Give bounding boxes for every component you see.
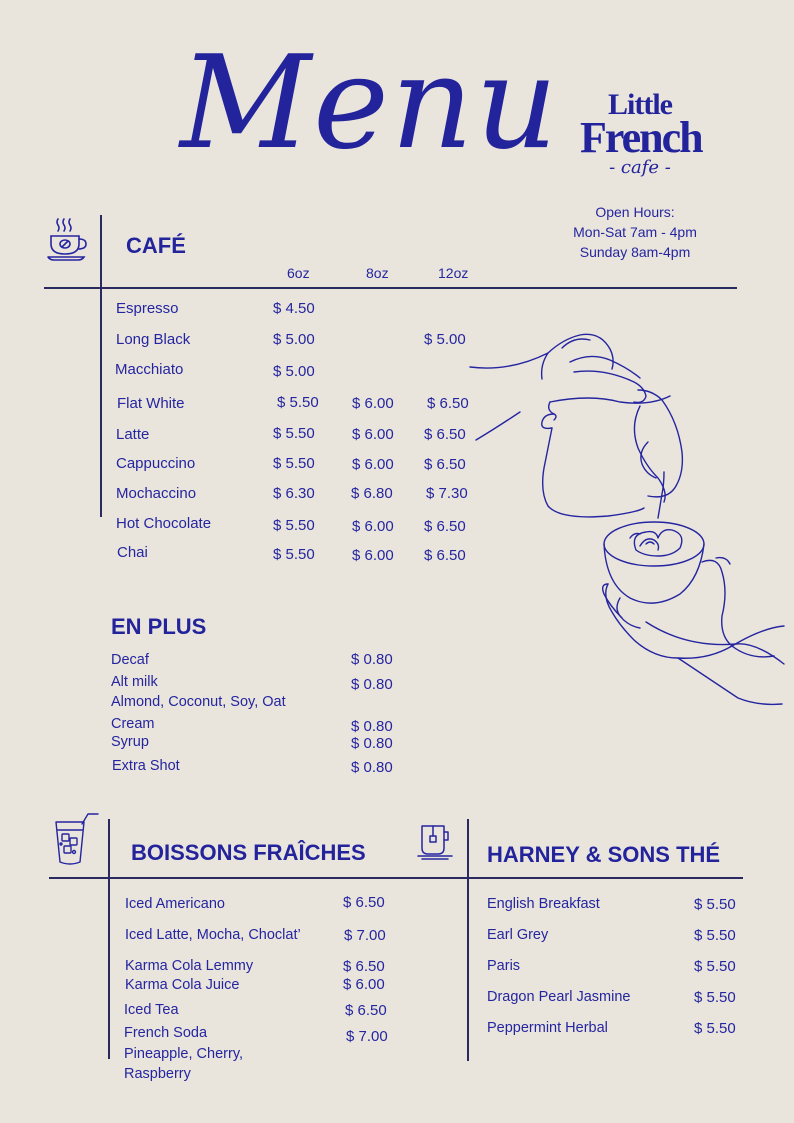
cafe-price-12oz: $ 6.50 — [424, 547, 466, 564]
boissons-item-name: Karma Cola Lemmy — [125, 958, 254, 974]
the-item-name: Peppermint Herbal — [487, 1020, 608, 1036]
cafe-divider — [44, 287, 737, 289]
enplus-item-price: $ 0.80 — [351, 676, 393, 693]
iced-drink-icon — [52, 808, 102, 868]
cafe-price-6oz: $ 4.50 — [273, 300, 315, 317]
enplus-item-name: Cream — [111, 716, 155, 732]
cafe-item-name: Latte — [116, 426, 150, 443]
boissons-item-name: Iced Latte, Mocha, Choclat’ — [125, 927, 301, 943]
boissons-item-note: Pineapple, Cherry, — [124, 1046, 244, 1062]
cafe-item-name: Cappuccino — [116, 455, 196, 472]
cafe-heading: CAFÉ — [126, 233, 186, 258]
enplus-item-price: $ 0.80 — [351, 735, 393, 752]
cafe-vertical-rule — [100, 215, 102, 517]
enplus-item-price: $ 0.80 — [351, 759, 393, 776]
cafe-price-6oz: $ 5.00 — [273, 331, 315, 348]
enplus-item-note: Almond, Coconut, Soy, Oat — [111, 694, 286, 710]
enplus-item-price: $ 0.80 — [351, 651, 393, 668]
cafe-price-6oz: $ 5.50 — [273, 546, 315, 563]
cafe-price-6oz: $ 5.50 — [273, 425, 315, 442]
cafe-item-name: Hot Chocolate — [116, 515, 212, 532]
bottom-divider — [49, 877, 743, 879]
enplus-item-name: Syrup — [111, 734, 149, 750]
cafe-price-8oz: $ 6.00 — [352, 456, 394, 473]
cafe-price-6oz: $ 6.30 — [273, 485, 315, 502]
cafe-price-12oz: $ 7.30 — [426, 485, 468, 502]
cafe-price-6oz: $ 5.50 — [273, 455, 315, 472]
the-item-price: $ 5.50 — [694, 927, 736, 944]
latte-art-illustration — [470, 322, 785, 707]
the-vertical-rule — [467, 819, 469, 1061]
boissons-item-price: $ 6.50 — [345, 1002, 387, 1019]
the-item-price: $ 5.50 — [694, 1020, 736, 1037]
boissons-item-note: Raspberry — [124, 1066, 191, 1082]
boissons-item-price: $ 7.00 — [344, 927, 386, 944]
cafe-logo — [580, 88, 702, 178]
the-heading: HARNEY & SONS THÉ — [487, 842, 721, 867]
boissons-item-price: $ 6.00 — [343, 976, 385, 993]
cafe-item-name: Chai — [117, 544, 148, 561]
cafe-price-8oz: $ 6.00 — [352, 547, 394, 564]
size-6oz: 6oz — [287, 265, 310, 281]
cafe-price-12oz: $ 5.00 — [424, 331, 466, 348]
enplus-item-price: $ 0.80 — [351, 718, 393, 735]
boissons-item-price: $ 6.50 — [343, 894, 385, 911]
boissons-vertical-rule — [108, 819, 110, 1059]
the-item-name: Earl Grey — [487, 927, 549, 943]
cafe-price-8oz: $ 6.00 — [352, 426, 394, 443]
size-8oz: 8oz — [366, 265, 389, 281]
the-item-price: $ 5.50 — [694, 896, 736, 913]
cafe-item-name: Espresso — [116, 300, 179, 317]
boissons-heading: BOISSONS FRAÎCHES — [131, 840, 366, 865]
the-item-price: $ 5.50 — [694, 958, 736, 975]
the-item-price: $ 5.50 — [694, 989, 736, 1006]
coffee-cup-icon — [46, 216, 88, 262]
size-12oz: 12oz — [438, 265, 469, 281]
the-item-name: English Breakfast — [487, 896, 600, 912]
enplus-item-name: Extra Shot — [112, 758, 180, 774]
cafe-price-6oz: $ 5.50 — [277, 394, 319, 411]
hours-label: Open Hours: — [595, 204, 675, 220]
the-item-name: Paris — [487, 958, 521, 974]
boissons-item-name: Iced Americano — [125, 896, 225, 912]
hours-weekdays: Mon-Sat 7am - 4pm — [573, 224, 697, 240]
menu-title: Menu — [180, 29, 560, 178]
tea-cup-icon — [416, 822, 456, 862]
cafe-price-12oz: $ 6.50 — [424, 518, 466, 535]
cafe-price-12oz: $ 6.50 — [427, 395, 469, 412]
boissons-item-name: Iced Tea — [124, 1002, 179, 1018]
boissons-item-price: $ 7.00 — [346, 1028, 388, 1045]
hours-sunday: Sunday 8am-4pm — [579, 244, 691, 260]
boissons-item-price: $ 6.50 — [343, 958, 385, 975]
logo-line-3: - cafe - — [609, 157, 671, 178]
cafe-item-name: Long Black — [116, 331, 191, 348]
logo-line-1: Little — [608, 88, 672, 121]
cafe-price-12oz: $ 6.50 — [424, 426, 466, 443]
cafe-item-name: Flat White — [117, 395, 185, 412]
cafe-price-8oz: $ 6.00 — [352, 395, 394, 412]
boissons-item-name: French Soda — [124, 1025, 208, 1041]
enplus-item-name: Decaf — [111, 652, 149, 668]
cafe-item-name: Mochaccino — [116, 485, 197, 502]
open-hours — [550, 202, 720, 262]
the-item-name: Dragon Pearl Jasmine — [487, 989, 631, 1005]
cafe-price-6oz: $ 5.00 — [273, 363, 315, 380]
cafe-item-name: Macchiato — [115, 361, 184, 378]
enplus-item-name: Alt milk — [111, 674, 158, 690]
cafe-price-8oz: $ 6.80 — [351, 485, 393, 502]
cafe-price-12oz: $ 6.50 — [424, 456, 466, 473]
enplus-heading: EN PLUS — [111, 614, 207, 639]
logo-line-2: French — [580, 113, 702, 162]
cafe-price-6oz: $ 5.50 — [273, 517, 315, 534]
boissons-item-name: Karma Cola Juice — [125, 977, 240, 993]
cafe-price-8oz: $ 6.00 — [352, 518, 394, 535]
